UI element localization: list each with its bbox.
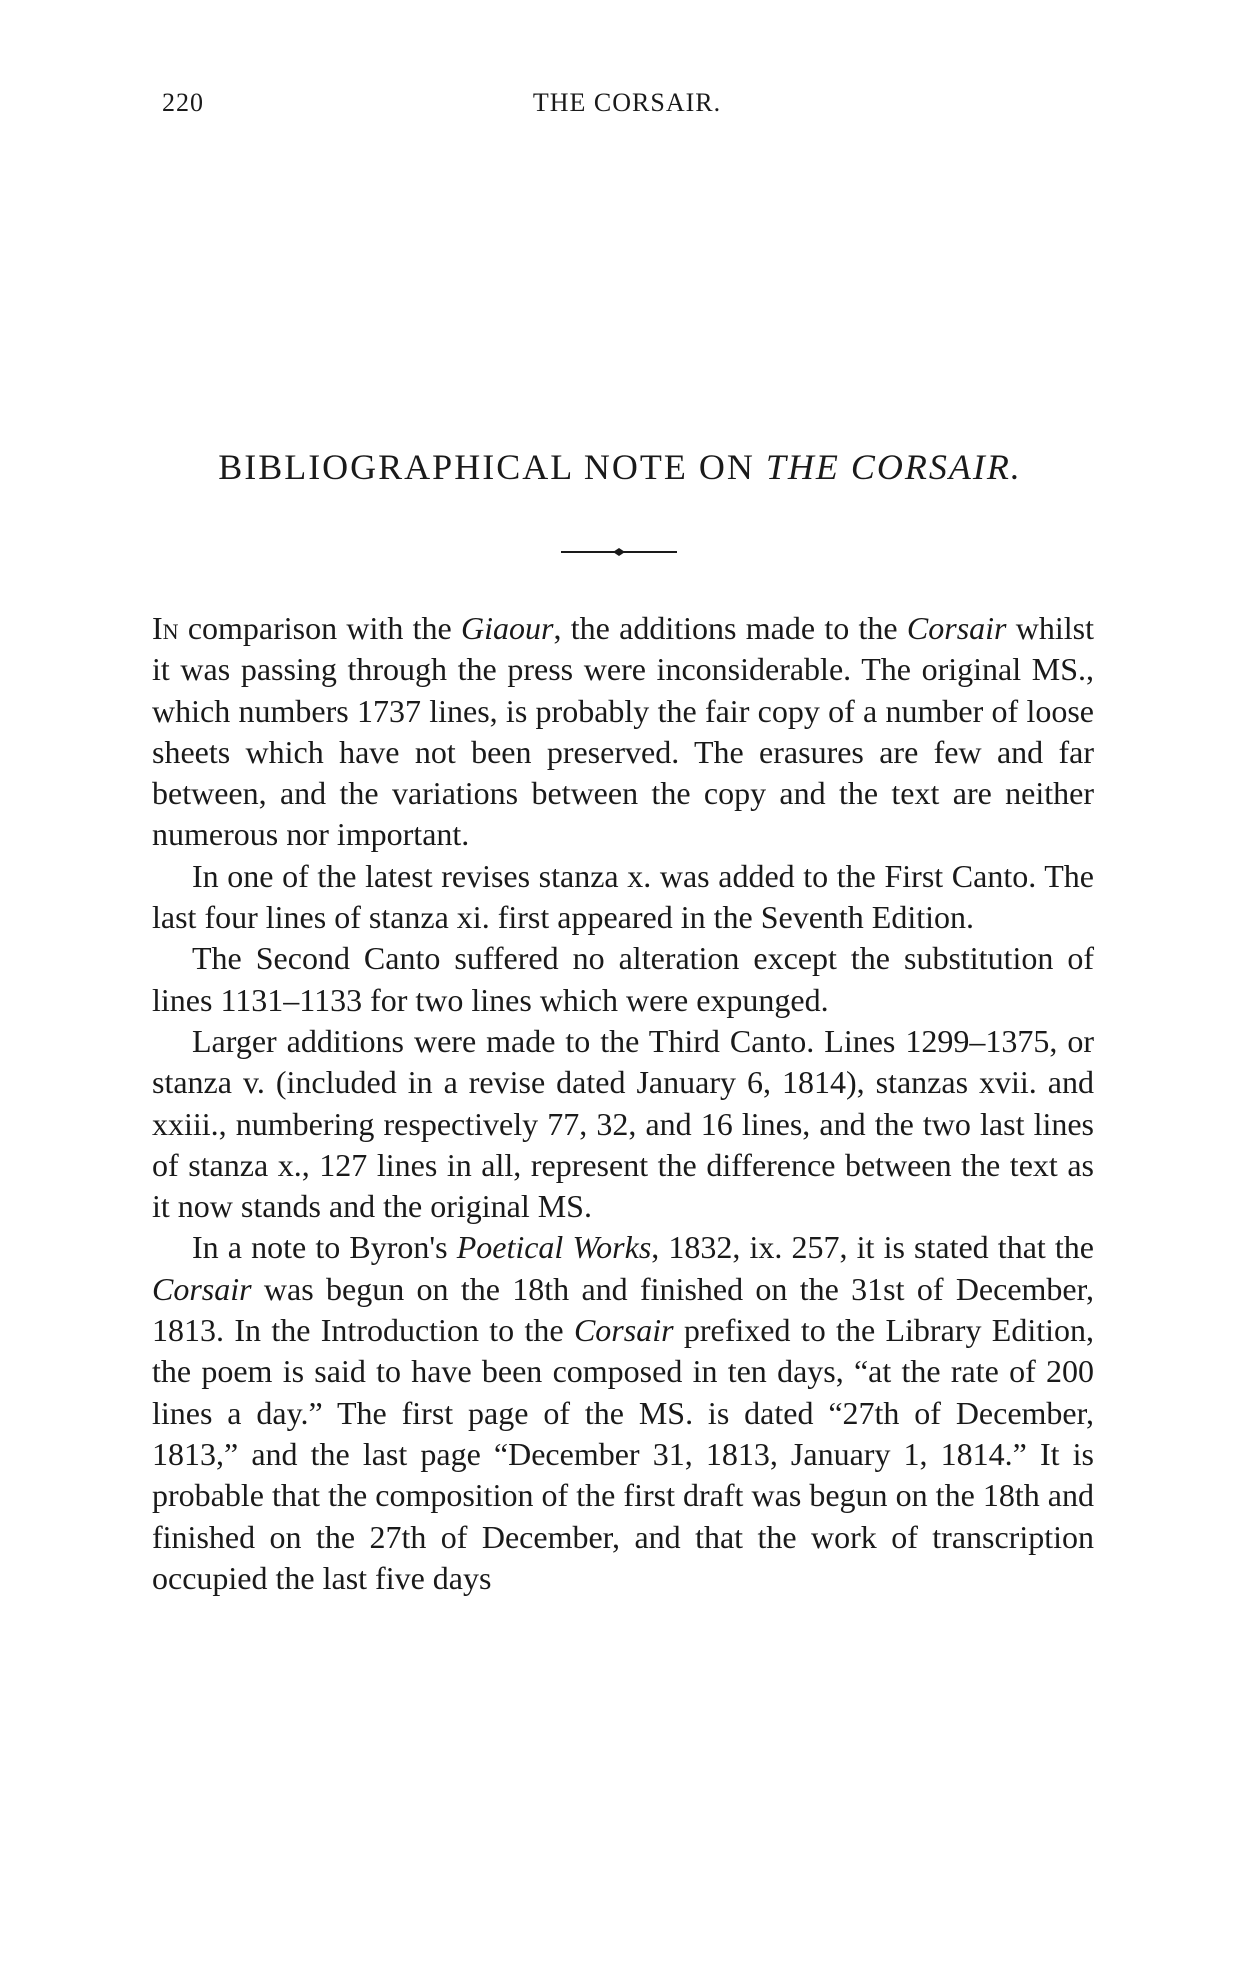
note-title-italic: THE CORSAIR. <box>765 447 1022 487</box>
ornament-divider <box>559 547 679 557</box>
paragraph-5: In a note to Byron's Poetical Works, 1832, ix. 257, it is stated that the Corsair was begun on the 18th and finished on the 31st of December, 1813. In the Introduction to the Corsair prefixed to the Library Edition, the poem is said to have been composed in ten days, “at the rate of 200 lines a day.” The first page of the MS. is dated “27th of December, 1813,” and the last page “December 31, 1813, January 1, 1814.” It is probable that the composition of the first draft was begun on the 18th and finished on the 27th of December, and that the work of transcription occupied the last five days <box>152 1229 1095 1596</box>
italic-title: Corsair <box>152 1270 252 1307</box>
running-title: THE CORSAIR. <box>532 88 722 117</box>
italic-title: Corsair <box>573 1312 674 1349</box>
body-text <box>152 608 1094 1599</box>
paragraph-1: In comparison with the Giaour, the additions made to the Corsair whilst it was passing through the press were inconsiderable. The original MS., which numbers 1737 lines, is probably the fair copy of a number of loose sheets which have not been preserved. The erasures are few and far between, and the variations between the copy and the text are neither numerous nor important. <box>152 610 1095 853</box>
paragraph-2: In one of the latest revises stanza x. was added to the First Canto. The last four lines of stanza xi. first appeared in the Seventh Edition. <box>152 857 1094 936</box>
page-number: 220 <box>162 88 204 117</box>
italic-title: Giaour <box>461 610 554 646</box>
lead-in: In <box>152 610 179 646</box>
note-title-main: BIBLIOGRAPHICAL NOTE ON <box>218 447 755 487</box>
paragraph-4: Larger additions were made to the Third Canto. Lines 1299–1375, or stanza v. (included in a revise dated January 6, 1814), stanzas xvii. and xxiii., numbering respectively 77, 32, and 16 lines, and the two last lines of stanza x., 127 lines in all, represent the difference between the text as it now stands and the original MS. <box>152 1022 1094 1225</box>
note-title <box>140 446 1100 488</box>
running-head <box>162 88 1092 128</box>
paragraph-3: The Second Canto suffered no alteration except the substitution of lines 1131–1133 for two lines which were expunged. <box>152 940 1094 1018</box>
italic-title: Corsair <box>906 610 1007 646</box>
italic-title: Poetical Works <box>456 1229 652 1266</box>
